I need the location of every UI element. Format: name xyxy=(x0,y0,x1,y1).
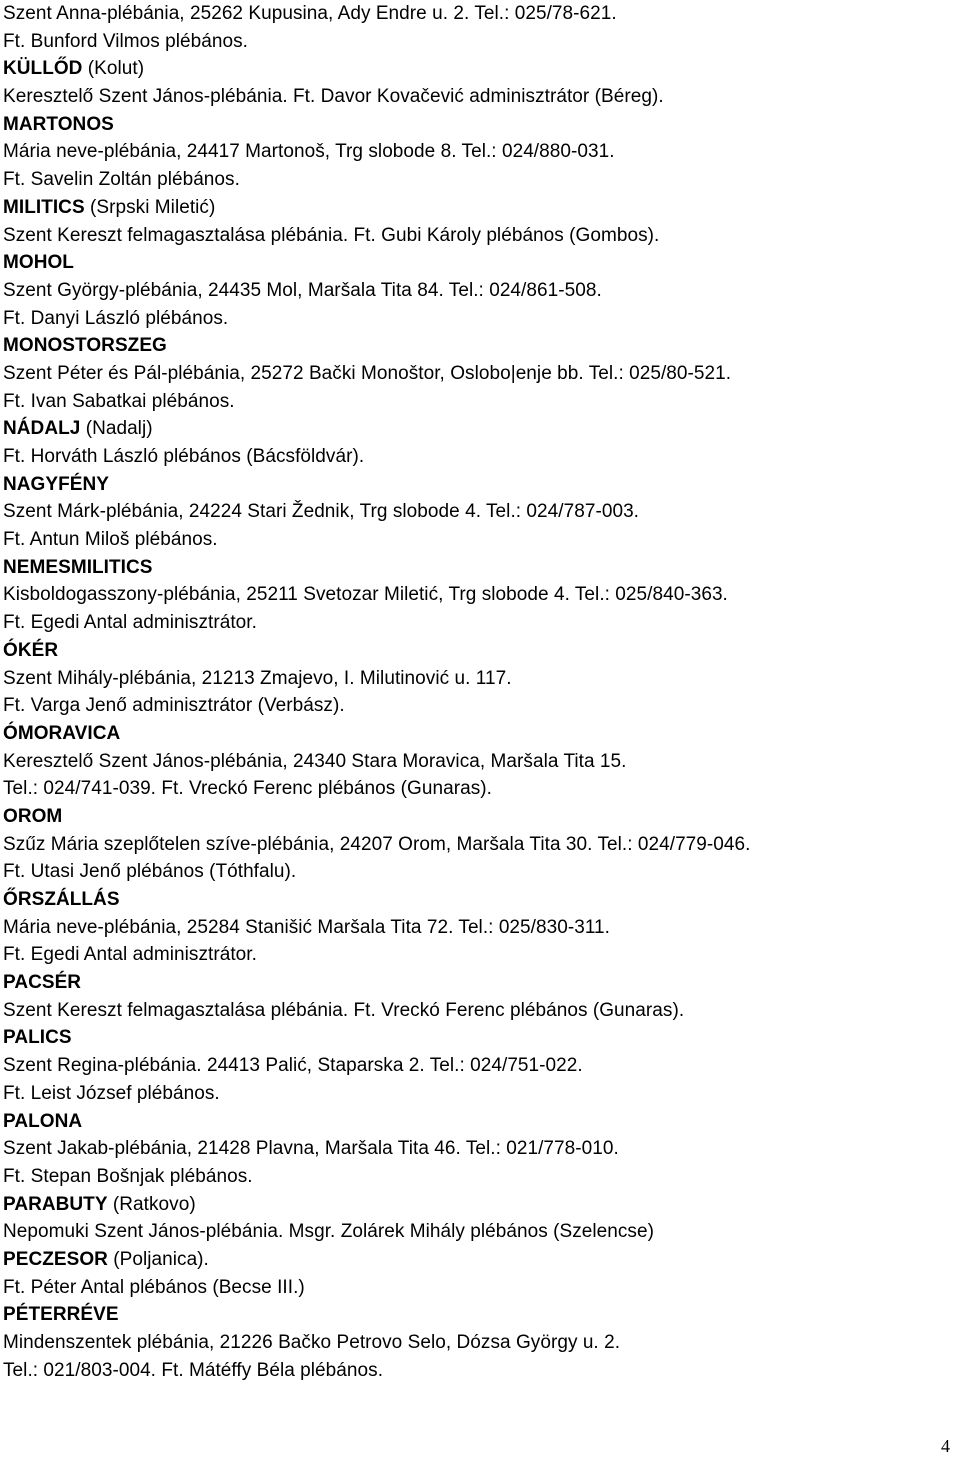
entry-text: Ft. Péter Antal plébános (Becse III.) xyxy=(3,1276,305,1298)
entry-text: Ft. Danyi László plébános. xyxy=(3,307,229,329)
entry-text-line xyxy=(3,138,953,166)
entry-text-line xyxy=(3,831,953,859)
place-heading-line xyxy=(3,194,953,222)
place-name: MOHOL xyxy=(3,252,74,274)
place-name: MONOSTORSZEG xyxy=(3,335,167,357)
entry-text-line xyxy=(3,28,953,56)
entry-text: Nepomuki Szent János-plébánia. Msgr. Zolárek Mihály plébános (Szelencse) xyxy=(3,1221,654,1243)
entry-text-line xyxy=(3,997,953,1025)
place-name: ŐRSZÁLLÁS xyxy=(3,889,120,910)
place-heading-line xyxy=(3,1024,953,1052)
entry-text: Ft. Egedi Antal adminisztrátor. xyxy=(3,944,257,966)
entry-text: Ft. Horváth László plébános (Bácsföldvár). xyxy=(3,446,365,467)
place-name: ÓKÉR xyxy=(3,639,59,661)
entry-text-line xyxy=(3,388,953,416)
place-heading-line xyxy=(3,55,953,83)
entry-text-line xyxy=(3,360,953,388)
entry-text-line xyxy=(3,443,953,471)
place-name: OROM xyxy=(3,805,63,827)
place-name: PALONA xyxy=(3,1110,83,1132)
entry-text: Szent György-plébánia, 24435 Mol, Maršala Tita 84. Tel.: 024/861-508. xyxy=(3,279,602,301)
entry-text: Ft. Ivan Sabatkai plébános. xyxy=(3,390,235,412)
entry-text: Keresztelő Szent János-plébánia. Ft. Davor Kovačević adminisztrátor (Béreg). xyxy=(3,86,664,108)
place-name: PARABUTY xyxy=(3,1193,108,1215)
entry-text: Mária neve-plébánia, 25284 Stanišić Maršala Tita 72. Tel.: 025/830-311. xyxy=(3,916,610,938)
entry-text: Szent Regina-plébánia. 24413 Palić, Staparska 2. Tel.: 024/751-022. xyxy=(3,1055,583,1077)
entry-text-line xyxy=(3,1357,953,1385)
entry-text-line xyxy=(3,222,953,250)
entry-text-line xyxy=(3,305,953,333)
entry-text-line xyxy=(3,775,953,803)
entry-text: Tel.: 021/803-004. Ft. Mátéffy Béla plébános. xyxy=(3,1359,384,1381)
entry-text-line xyxy=(3,692,953,720)
entry-text: Szűz Mária szeplőtelen szíve-plébánia, 24207 Orom, Maršala Tita 30. Tel.: 024/779-046. xyxy=(3,833,751,855)
place-alt-name: (Kolut) xyxy=(82,58,145,80)
place-alt-name: (Srpski Miletić) xyxy=(84,196,216,218)
place-name: PALICS xyxy=(3,1027,72,1049)
entry-text-line xyxy=(3,665,953,693)
place-heading-line xyxy=(3,803,953,831)
entry-text: Ft. Stepan Bošnjak plébános. xyxy=(3,1165,253,1187)
page-number: 4 xyxy=(941,1436,950,1456)
entry-text: Ft. Varga Jenő adminisztrátor (Verbász). xyxy=(3,695,345,717)
place-alt-name: (Ratkovo) xyxy=(107,1193,196,1215)
place-name: ÓMORAVICA xyxy=(3,722,121,744)
entry-text: Szent Kereszt felmagasztalása plébánia. Ft. Vreckó Ferenc plébános (Gunaras). xyxy=(3,999,685,1021)
place-heading-line xyxy=(3,249,953,277)
entry-text-line xyxy=(3,83,953,111)
entry-text-line xyxy=(3,1163,953,1191)
entry-text: Keresztelő Szent János-plébánia, 24340 Stara Moravica, Maršala Tita 15. xyxy=(3,750,627,772)
place-heading-line xyxy=(3,1191,953,1219)
entry-text: Ft. Antun Miloš plébános. xyxy=(3,529,218,551)
place-heading-line xyxy=(3,554,953,582)
entry-text-line xyxy=(3,609,953,637)
place-name: NEMESMILITICS xyxy=(3,556,153,578)
place-heading-line xyxy=(3,969,953,997)
parish-directory-text xyxy=(3,0,953,1384)
entry-text-line xyxy=(3,1135,953,1163)
place-heading-line xyxy=(3,1301,953,1329)
entry-text-line xyxy=(3,581,953,609)
entry-text: Szent Mihály-plébánia, 21213 Zmajevo, I. Milutinović u. 117. xyxy=(3,667,512,689)
entry-text-line xyxy=(3,277,953,305)
entry-text-line xyxy=(3,914,953,942)
entry-text-line xyxy=(3,858,953,886)
place-alt-name: (Nadalj) xyxy=(80,418,153,440)
place-heading-line xyxy=(3,720,953,748)
entry-text: Ft. Egedi Antal adminisztrátor. xyxy=(3,612,257,634)
place-name: KÜLLŐD xyxy=(3,58,83,80)
place-heading-line xyxy=(3,471,953,499)
entry-text-line xyxy=(3,1052,953,1080)
entry-text: Kisboldogasszony-plébánia, 25211 Svetozar Miletić, Trg slobode 4. Tel.: 025/840-363. xyxy=(3,584,728,606)
entry-text-line xyxy=(3,1329,953,1357)
entry-text: Szent Márk-plébánia, 24224 Stari Žednik, Trg slobode 4. Tel.: 024/787-003. xyxy=(3,501,640,523)
place-name: PECZESOR xyxy=(3,1248,108,1270)
place-heading-line xyxy=(3,111,953,139)
place-heading-line xyxy=(3,1246,953,1274)
entry-text: Szent Jakab-plébánia, 21428 Plavna, Maršala Tita 46. Tel.: 021/778-010. xyxy=(3,1138,619,1160)
entry-text-line xyxy=(3,526,953,554)
entry-text: Ft. Bunford Vilmos plébános. xyxy=(3,30,249,52)
entry-text: Ft. Utasi Jenő plébános (Tóthfalu). xyxy=(3,861,297,883)
entry-text-line xyxy=(3,498,953,526)
place-heading-line xyxy=(3,1108,953,1136)
entry-text-line xyxy=(3,1218,953,1246)
entry-text-line xyxy=(3,941,953,969)
entry-text: Szent Péter és Pál-plébánia, 25272 Bački Monoštor, Oslobo|enje bb. Tel.: 025/80-521. xyxy=(3,362,732,384)
entry-text-line xyxy=(3,166,953,194)
place-name: NÁDALJ xyxy=(3,418,81,440)
place-name: NAGYFÉNY xyxy=(3,473,109,495)
entry-text: Mindenszentek plébánia, 21226 Bačko Petrovo Selo, Dózsa György u. 2. xyxy=(3,1332,621,1353)
entry-text: Szent Anna-plébánia, 25262 Kupusina, Ady Endre u. 2. Tel.: 025/78-621. xyxy=(3,3,617,24)
entry-text-line xyxy=(3,748,953,776)
entry-text-line xyxy=(3,1080,953,1108)
place-heading-line xyxy=(3,637,953,665)
entry-text: Mária neve-plébánia, 24417 Martonoš, Trg slobode 8. Tel.: 024/880-031. xyxy=(3,141,615,163)
entry-text: Szent Kereszt felmagasztalása plébánia. Ft. Gubi Károly plébános (Gombos). xyxy=(3,224,660,246)
place-name: MARTONOS xyxy=(3,113,114,135)
entry-text-line xyxy=(3,0,953,28)
place-name: PACSÉR xyxy=(3,972,82,994)
place-alt-name: (Poljanica). xyxy=(107,1248,209,1270)
place-heading-line xyxy=(3,886,953,914)
entry-text: Tel.: 024/741-039. Ft. Vreckó Ferenc plébános (Gunaras). xyxy=(3,778,492,800)
place-heading-line xyxy=(3,415,953,443)
place-heading-line xyxy=(3,332,953,360)
place-name: MILITICS xyxy=(3,196,85,218)
entry-text: Ft. Savelin Zoltán plébános. xyxy=(3,169,240,191)
entry-text: Ft. Leist József plébános. xyxy=(3,1082,220,1104)
place-name: PÉTERRÉVE xyxy=(3,1304,119,1326)
entry-text-line xyxy=(3,1274,953,1302)
